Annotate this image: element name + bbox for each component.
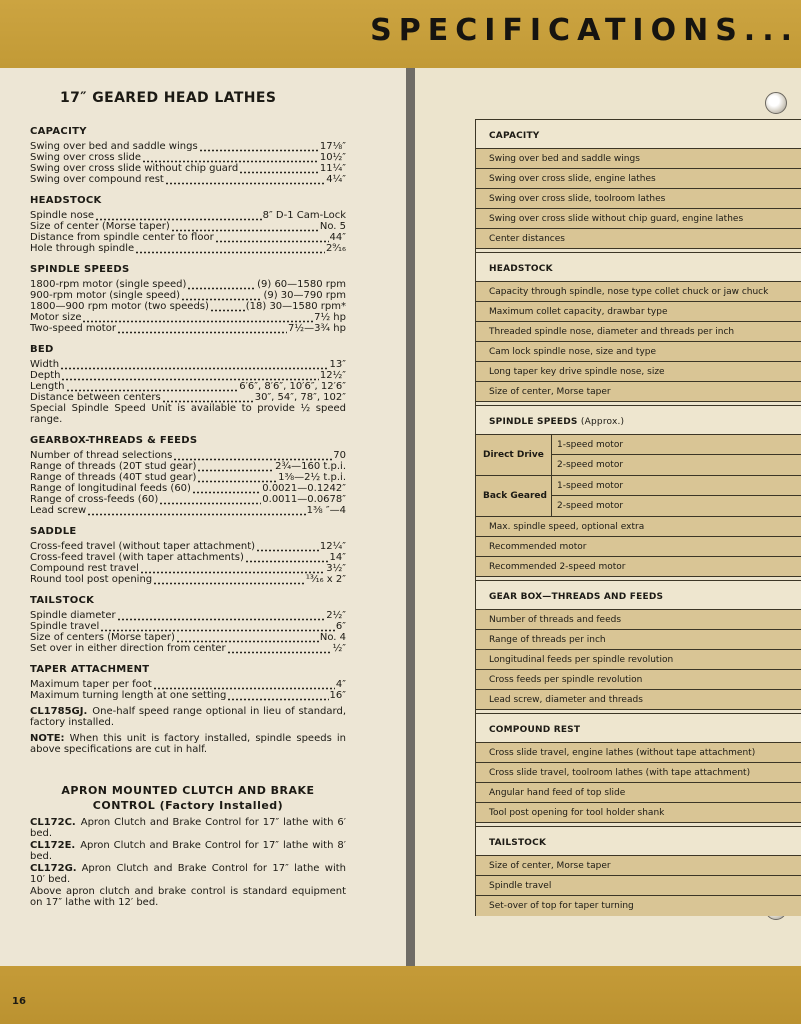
spec-label: Size of centers (Morse taper) [30,632,175,643]
section-note: Special Spindle Speed Unit is available to provide ½ speed range. [30,403,346,425]
table-row: Swing over bed and saddle wings [476,149,801,169]
spec-row [30,370,346,381]
spec-value: 8″ D-1 Cam-Lock [262,210,346,221]
table-row: Longitudinal feeds per spindle revolution [476,650,801,670]
spec-value: 2½″ [326,610,346,621]
left-spec-panel [0,68,406,966]
section-heading: SADDLE [30,526,77,537]
dot-leader [192,483,261,494]
apron-code: CL172E. [30,840,76,851]
table-row: Lead screw, diameter and threads [476,690,801,710]
motor-group-rows [552,476,801,516]
spec-value: 2¾—160 t.p.i. [275,461,346,472]
spec-label: Spindle nose [30,210,95,221]
spec-row [30,163,346,174]
spec-row [30,450,346,461]
dot-leader [100,621,335,632]
note-label: NOTE: [30,733,65,744]
table-row: Capacity through spindle, nose type collet chuck or jaw chuck [476,282,801,302]
spec-value: (9) 60—1580 rpm [257,279,346,290]
spec-value: 0.0021—0.1242″ [262,483,346,494]
spec-row [30,494,346,505]
spec-row [30,392,346,403]
table-row: Max. spindle speed, optional extra [476,517,801,537]
table-row: 1-speed motor [552,435,801,455]
spec-row [30,152,346,163]
spec-value: 7½ hp [314,312,346,323]
table-row: Number of threads and feeds [476,610,801,630]
spec-row [30,552,346,563]
spec-label: Set over in either direction from center [30,643,226,654]
option-paragraph [30,706,346,728]
motor-group-rows [552,435,801,475]
apron-code: CL172G. [30,863,77,874]
section-heading: TAILSTOCK [30,595,95,606]
dot-leader [181,290,262,301]
spec-row [30,690,346,701]
option-code: CL1785GJ. [30,706,88,717]
spec-label: Spindle travel [30,621,100,632]
spec-row [30,381,346,392]
apron-heading-line: APRON MOUNTED CLUTCH AND BRAKE [61,784,315,797]
spec-label: Range of cross-feeds (60) [30,494,159,505]
apron-item [30,817,346,839]
spec-row [30,632,346,643]
spec-row [30,461,346,472]
spec-label: Distance between centers [30,392,161,403]
spec-label: Lead screw [30,505,87,516]
spec-row [30,643,346,654]
dot-leader [159,494,261,505]
spec-row [30,359,346,370]
dot-leader [95,210,262,221]
spec-row [30,610,346,621]
table-row: Swing over cross slide, toolroom lathes [476,189,801,209]
table-row: Size of center, Morse taper [476,382,801,402]
section-heading: GEARBOX-THREADS & FEEDS [30,435,198,446]
dot-leader [87,505,306,516]
motor-group-label: Direct Drive [476,435,552,475]
table-row: Size of center, Morse taper [476,856,801,876]
spec-comparison-table [475,119,801,916]
motor-group [476,435,801,476]
table-section-heading [476,405,801,435]
spec-row [30,232,346,243]
table-row: Tool post opening for tool holder shank [476,803,801,823]
spec-value: 14″ [329,552,346,563]
spec-value: 0.0011—0.0678″ [262,494,346,505]
spec-label: Range of longitudinal feeds (60) [30,483,191,494]
spec-row [30,574,346,585]
dot-leader [142,152,319,163]
spec-row [30,290,346,301]
spec-label: Compound rest travel [30,563,139,574]
spec-value: 2⁹⁄₁₆ [325,243,346,254]
dot-leader [117,610,326,621]
spindle-heading: SPINDLE SPEEDS [489,417,578,427]
dot-leader [256,541,319,552]
spec-value: 12¼″ [319,541,346,552]
spec-row [30,210,346,221]
column-divider [406,68,415,966]
spec-value: 17⅛″ [319,141,346,152]
spec-label: Swing over compound rest [30,174,164,185]
footer-band [0,966,801,1024]
spec-value: 4¼″ [326,174,346,185]
dot-leader [197,461,274,472]
dot-leader [153,679,335,690]
spec-label: Range of threads (20T stud gear) [30,461,197,472]
dot-leader [61,370,318,381]
spec-label: Range of threads (40T stud gear) [30,472,197,483]
spec-value: 1⅜—2½ t.p.i. [278,472,346,483]
spec-row [30,243,346,254]
spec-value: 7½—3¾ hp [288,323,346,334]
spec-value: 16″ [329,690,346,701]
apron-heading [30,783,346,813]
spec-value: 12½″ [319,370,346,381]
motor-group [476,476,801,517]
spec-row [30,312,346,323]
spec-label: Size of center (Morse taper) [30,221,170,232]
apron-footer: Above apron clutch and brake control is standard equipment on 17″ lathe with 12′ bed. [30,886,346,908]
table-row: Set-over of top for taper turning [476,896,801,916]
header-band [0,0,801,68]
spec-label: Width [30,359,60,370]
dot-leader [60,359,328,370]
apron-code: CL172C. [30,817,76,828]
apron-item [30,840,346,862]
apron-text: Apron Clutch and Brake Control for 17″ lathe with 8′ bed. [30,840,346,862]
spec-value: 13″ [329,359,346,370]
table-row: Cross feeds per spindle revolution [476,670,801,690]
table-row: Recommended 2-speed motor [476,557,801,577]
spec-value: 70 [333,450,346,461]
binder-hole-icon [765,92,787,114]
spec-label: 900-rpm motor (single speed) [30,290,181,301]
section-heading: SPINDLE SPEEDS [30,264,130,275]
spec-row [30,621,346,632]
dot-leader [165,174,325,185]
spec-row [30,174,346,185]
table-section-heading: COMPOUND REST [476,713,801,743]
spec-label: Swing over cross slide [30,152,142,163]
dot-leader [239,163,319,174]
section-heading: BED [30,344,54,355]
spec-row [30,679,346,690]
spec-value: (9) 30—790 rpm [263,290,346,301]
spec-label: 1800-rpm motor (single speed) [30,279,187,290]
apron-text: Apron Clutch and Brake Control for 17″ lathe with 10′ bed. [30,863,346,885]
spec-row [30,541,346,552]
spec-row [30,563,346,574]
table-row: Threaded spindle nose, diameter and threads per inch [476,322,801,342]
spec-label: Cross-feed travel (with taper attachments) [30,552,244,563]
note-text: When this unit is factory installed, spindle speeds in above specifications are cut in half. [30,733,346,755]
lathe-title: 17″ GEARED HEAD LATHES [60,90,277,106]
spec-value: 10½″ [319,152,346,163]
spec-row [30,323,346,334]
section-heading: TAPER ATTACHMENT [30,664,150,675]
spec-value: 4″ [335,679,346,690]
page-number: 16 [12,996,26,1007]
table-section-heading: GEAR BOX—THREADS AND FEEDS [476,580,801,610]
spec-row [30,141,346,152]
spec-value: 44″ [329,232,346,243]
table-row: Recommended motor [476,537,801,557]
apron-text: Apron Clutch and Brake Control for 17″ lathe with 6′ bed. [30,817,346,839]
table-row: Cross slide travel, toolroom lathes (with tape attachment) [476,763,801,783]
spec-label: Depth [30,370,61,381]
table-row: 2-speed motor [557,460,624,470]
spec-value: 30″, 54″, 78″, 102″ [254,392,346,403]
spec-value: 3½″ [326,563,346,574]
spec-label: Maximum turning length at one setting [30,690,227,701]
spec-row [30,301,346,312]
spec-label: Swing over bed and saddle wings [30,141,198,152]
spec-label: Spindle diameter [30,610,116,621]
spec-label: Maximum taper per foot [30,679,152,690]
spec-value: No. 4 [319,632,346,643]
spec-row [30,279,346,290]
table-row: Range of threads per inch [476,630,801,650]
table-section-heading: TAILSTOCK [476,826,801,856]
dot-leader [176,632,319,643]
spec-label: Motor size [30,312,82,323]
option-text: One-half speed range optional in lieu of standard, factory installed. [30,706,346,728]
table-section-heading: HEADSTOCK [476,252,801,282]
table-row: 1-speed motor [552,476,801,496]
table-row: Long taper key drive spindle nose, size [476,362,801,382]
dot-leader [227,643,332,654]
spec-label: Cross-feed travel (without taper attachment) [30,541,256,552]
dot-leader [66,381,239,392]
spec-value: (18) 30—1580 rpm* [245,301,346,312]
spec-label: Number of thread selections [30,450,173,461]
dot-leader [153,574,305,585]
spec-label: Length [30,381,65,392]
spec-row [30,472,346,483]
note-paragraph [30,733,346,755]
section-heading: HEADSTOCK [30,195,102,206]
dot-leader [227,690,328,701]
table-row: 2-speed motor [557,501,624,511]
spec-value: ¹³⁄₁₆ x 2″ [305,574,346,585]
dot-leader [171,221,319,232]
table-section-heading: CAPACITY [476,119,801,149]
left-spec-list [30,126,346,909]
spec-label: Hole through spindle [30,243,135,254]
table-row: Center distances [476,229,801,249]
dot-leader [173,450,332,461]
dot-leader [245,552,329,563]
table-row: Cam lock spindle nose, size and type [476,342,801,362]
dot-leader [199,141,319,152]
dot-leader [82,312,313,323]
spec-row [30,505,346,516]
dot-leader [197,472,277,483]
spec-label: 1800—900 rpm motor (two speeds) [30,301,209,312]
dot-leader [162,392,254,403]
spec-label: Two-speed motor [30,323,116,334]
section-heading: CAPACITY [30,126,87,137]
table-row: Cross slide travel, engine lathes (without tape attachment) [476,743,801,763]
apron-item [30,863,346,885]
spec-label: Round tool post opening [30,574,153,585]
page-title: SPECIFICATIONS... [370,13,799,48]
table-row: Maximum collet capacity, drawbar type [476,302,801,322]
dot-leader [117,323,287,334]
motor-group-label: Back Geared [476,476,552,516]
spec-row [30,483,346,494]
dot-leader [187,279,256,290]
table-row: Angular hand feed of top slide [476,783,801,803]
spec-label: Swing over cross slide without chip guard [30,163,239,174]
dot-leader [140,563,325,574]
spec-value: 6′6″, 8′6″, 10′6″, 12′6″ [239,381,346,392]
dot-leader [210,301,245,312]
table-row: Swing over cross slide without chip guard, engine lathes [476,209,801,229]
spec-label: Distance from spindle center to floor [30,232,214,243]
table-row: Swing over cross slide, engine lathes [476,169,801,189]
right-spec-form [415,68,801,966]
dot-leader [215,232,329,243]
spec-value: 1⅜ ″—4 [306,505,346,516]
dot-leader [135,243,325,254]
spec-value: ½″ [332,643,346,654]
spindle-heading-suffix: (Approx.) [580,417,625,427]
spec-value: 6″ [335,621,346,632]
table-row: Spindle travel [476,876,801,896]
spec-row [30,221,346,232]
apron-heading-line: CONTROL (Factory Installed) [92,799,284,812]
spec-value: No. 5 [319,221,346,232]
spec-value: 11¼″ [319,163,346,174]
